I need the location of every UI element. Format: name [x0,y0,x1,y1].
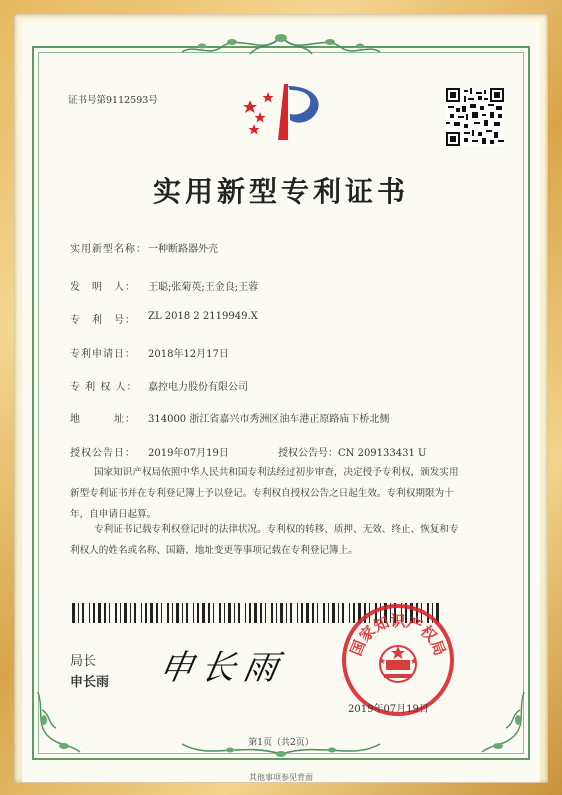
paragraph-1-line-2: 新型专利证书并在专利登记簿上予以登记。专利权自授权公告之日起生效。专利权期限为十 [70,488,454,499]
cnipa-logo-icon [240,80,326,144]
paragraph-2-line-2: 利权人的姓名或名称、国籍、地址变更等事项记载在专利登记簿上。 [70,545,358,556]
field-label-inventor: 发 明 人： [70,282,136,293]
field-value-patent-no: ZL 2018 2 2119949.X [148,311,258,322]
page-info: 第1页（共2页） [248,738,314,748]
field-value-inventor: 王聪;张菊英;王金良;王蓉 [148,282,259,293]
field-value-address: 314000 浙江省嘉兴市秀洲区油车港正原路庙下桥北侧 [148,414,390,425]
footer-text: 其他事项参见背面 [249,773,313,782]
field-label-patentee: 专 利 权 人： [70,382,138,393]
director-signature: 申长雨 [155,648,289,688]
top-ornament [180,30,382,62]
field-value-name: 一种断路器外壳 [148,244,218,255]
field-label-name: 实用新型名称： [70,244,147,255]
field-value-patentee: 嘉控电力股份有限公司 [148,382,248,393]
director-title: 局长 [70,654,97,669]
field-label-address: 地 址： [70,414,136,425]
announcement-number: 授权公告号：CN 209133431 U [278,448,427,459]
paragraph-1-line-3: 年，自申请日起算。 [70,509,157,520]
qr-code [446,88,504,146]
field-label-patent-no: 专 利 号： [70,315,136,326]
field-value-filing-date: 2018年12月17日 [148,349,229,360]
field-value-grant-date: 2019年07月19日 [148,448,229,459]
paragraph-2-line-1: 专利证书记载专利权登记时的法律状况。专利权的转移、质押、无效、终止、恢复和专 [94,524,459,535]
certificate-number: 证书号第9112593号 [68,95,158,106]
svg-text:国家知识产权局: 国家知识产权局 [346,611,450,659]
seal-date: 2019年07月19日 [348,704,429,715]
certificate-title: 实用新型专利证书 [152,175,409,208]
field-label-grant-date: 授权公告日： [70,448,136,459]
field-label-filing-date: 专利申请日： [70,349,136,360]
paragraph-1-line-1: 国家知识产权局依照中华人民共和国专利法经过初步审查，决定授予专利权，颁发实用 [94,467,459,478]
director-name: 申长雨 [70,675,110,690]
